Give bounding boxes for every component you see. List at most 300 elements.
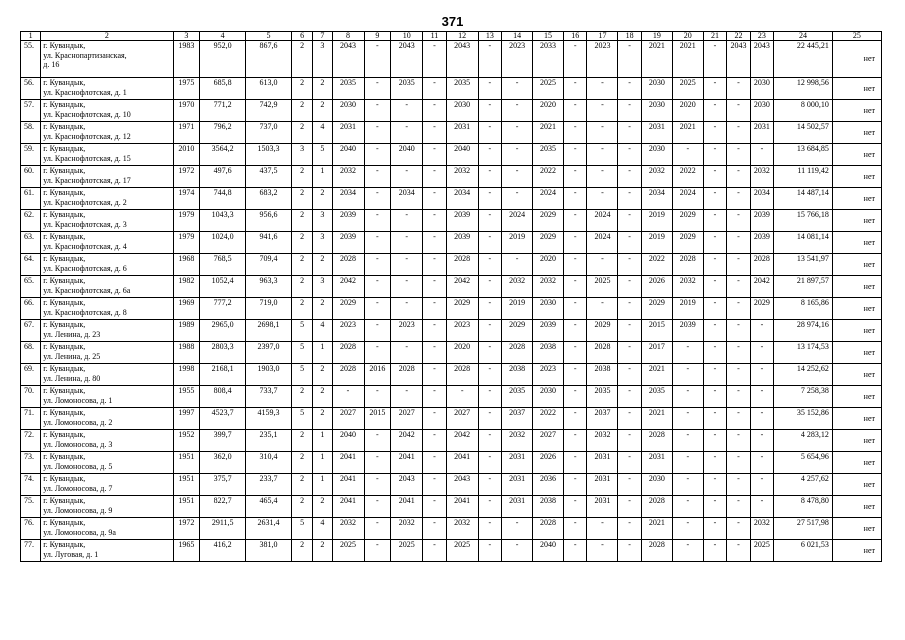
cell-col-5: 956,6 bbox=[246, 210, 292, 232]
cell-col-19: 2021 bbox=[641, 41, 672, 78]
address-cell bbox=[41, 122, 173, 144]
row-number: 65. bbox=[21, 276, 41, 298]
cell-col-24: 4 257,62 bbox=[774, 474, 833, 496]
cell-col-7: 2 bbox=[313, 386, 332, 408]
column-header: 7 bbox=[313, 32, 332, 41]
column-header: 23 bbox=[750, 32, 773, 41]
cell-col-11: - bbox=[423, 518, 446, 540]
table-row bbox=[21, 518, 882, 540]
cell-col-10: 2035 bbox=[391, 78, 423, 100]
address-line: ул. Краснофлотская, д. 15 bbox=[43, 153, 131, 163]
cell-col-17: 2035 bbox=[587, 386, 618, 408]
cell-col-16: - bbox=[564, 540, 587, 562]
cell-col-7: 5 bbox=[313, 144, 332, 166]
cell-col-16: - bbox=[564, 474, 587, 496]
cell-col-8: 2028 bbox=[332, 364, 364, 386]
cell-col-9: - bbox=[364, 342, 391, 364]
address-line: ул. Ломоносова, д. 9а bbox=[43, 527, 116, 537]
table-row bbox=[21, 364, 882, 386]
cell-col-15: 2030 bbox=[533, 386, 564, 408]
cell-col-13: - bbox=[478, 364, 501, 386]
cell-col-15: 2029 bbox=[533, 210, 564, 232]
cell-col-14: - bbox=[502, 78, 533, 100]
row-number: 76. bbox=[21, 518, 41, 540]
cell-col-22: - bbox=[727, 188, 750, 210]
cell-col-21: - bbox=[703, 276, 726, 298]
cell-col-24: 21 897,57 bbox=[774, 276, 833, 298]
cell-col-25: нет bbox=[832, 232, 881, 254]
cell-col-18: - bbox=[618, 78, 641, 100]
cell-col-20: - bbox=[672, 430, 703, 452]
address-line: ул. Ломоносова, д. 9 bbox=[43, 505, 113, 515]
cell-col-22: - bbox=[727, 78, 750, 100]
cell-col-8: 2040 bbox=[332, 144, 364, 166]
cell-col-18: - bbox=[618, 41, 641, 78]
cell-col-3: 1955 bbox=[173, 386, 200, 408]
cell-col-21: - bbox=[703, 166, 726, 188]
cell-col-16: - bbox=[564, 41, 587, 78]
cell-col-25: нет bbox=[832, 41, 881, 78]
cell-col-7: 4 bbox=[313, 320, 332, 342]
cell-col-19: 2031 bbox=[641, 122, 672, 144]
cell-col-25: нет bbox=[832, 188, 881, 210]
cell-col-21: - bbox=[703, 320, 726, 342]
cell-col-23: 2039 bbox=[750, 210, 773, 232]
cell-col-18: - bbox=[618, 166, 641, 188]
cell-col-18: - bbox=[618, 144, 641, 166]
cell-col-13: - bbox=[478, 78, 501, 100]
cell-col-10: 2034 bbox=[391, 188, 423, 210]
cell-col-5: 1503,3 bbox=[246, 144, 292, 166]
cell-col-5: 737,0 bbox=[246, 122, 292, 144]
cell-col-22: - bbox=[727, 122, 750, 144]
address-cell bbox=[41, 452, 173, 474]
address-line: г. Кувандык, bbox=[43, 78, 86, 87]
cell-col-25: нет bbox=[832, 320, 881, 342]
cell-col-7: 2 bbox=[313, 298, 332, 320]
cell-col-16: - bbox=[564, 408, 587, 430]
address-cell bbox=[41, 408, 173, 430]
cell-col-11: - bbox=[423, 408, 446, 430]
cell-col-25: нет bbox=[832, 342, 881, 364]
cell-col-21: - bbox=[703, 342, 726, 364]
column-header: 9 bbox=[364, 32, 391, 41]
address-line: г. Кувандык, bbox=[43, 452, 86, 461]
cell-col-15: 2033 bbox=[533, 41, 564, 78]
cell-col-6: 3 bbox=[291, 144, 312, 166]
cell-col-5: 613,0 bbox=[246, 78, 292, 100]
row-number: 77. bbox=[21, 540, 41, 562]
cell-col-11: - bbox=[423, 166, 446, 188]
cell-col-18: - bbox=[618, 188, 641, 210]
cell-col-22: - bbox=[727, 144, 750, 166]
cell-col-7: 1 bbox=[313, 430, 332, 452]
address-cell bbox=[41, 188, 173, 210]
cell-col-14: 2019 bbox=[502, 232, 533, 254]
cell-col-14: 2029 bbox=[502, 320, 533, 342]
cell-col-12: 2027 bbox=[446, 408, 478, 430]
cell-col-5: 235,1 bbox=[246, 430, 292, 452]
cell-col-11: - bbox=[423, 386, 446, 408]
cell-col-22: - bbox=[727, 166, 750, 188]
cell-col-17: 2031 bbox=[587, 474, 618, 496]
cell-col-9: - bbox=[364, 210, 391, 232]
row-number: 71. bbox=[21, 408, 41, 430]
cell-col-25: нет bbox=[832, 408, 881, 430]
cell-col-12: 2023 bbox=[446, 320, 478, 342]
cell-col-14: - bbox=[502, 144, 533, 166]
column-header: 24 bbox=[774, 32, 833, 41]
address-line: д. 16 bbox=[43, 60, 60, 69]
cell-col-4: 2168,1 bbox=[200, 364, 246, 386]
cell-col-6: 2 bbox=[291, 100, 312, 122]
column-header: 5 bbox=[246, 32, 292, 41]
cell-col-22: 2043 bbox=[727, 41, 750, 78]
cell-col-21: - bbox=[703, 518, 726, 540]
column-header: 17 bbox=[587, 32, 618, 41]
column-header: 2 bbox=[41, 32, 173, 41]
cell-col-3: 1970 bbox=[173, 100, 200, 122]
table-row bbox=[21, 298, 882, 320]
cell-col-8: 2032 bbox=[332, 166, 364, 188]
cell-col-12: 2035 bbox=[446, 78, 478, 100]
cell-col-20: 2039 bbox=[672, 320, 703, 342]
cell-col-16: - bbox=[564, 320, 587, 342]
cell-col-7: 2 bbox=[313, 188, 332, 210]
row-number: 64. bbox=[21, 254, 41, 276]
cell-col-7: 3 bbox=[313, 276, 332, 298]
cell-col-3: 1951 bbox=[173, 474, 200, 496]
cell-col-17: - bbox=[587, 144, 618, 166]
cell-col-9: - bbox=[364, 430, 391, 452]
cell-col-6: 5 bbox=[291, 320, 312, 342]
cell-col-17: 2029 bbox=[587, 320, 618, 342]
table-row bbox=[21, 166, 882, 188]
cell-col-14: 2019 bbox=[502, 298, 533, 320]
cell-col-17: - bbox=[587, 540, 618, 562]
cell-col-15: 2021 bbox=[533, 122, 564, 144]
cell-col-3: 1965 bbox=[173, 540, 200, 562]
cell-col-13: - bbox=[478, 232, 501, 254]
cell-col-16: - bbox=[564, 364, 587, 386]
cell-col-23: - bbox=[750, 496, 773, 518]
cell-col-16: - bbox=[564, 430, 587, 452]
table-row bbox=[21, 144, 882, 166]
column-header: 3 bbox=[173, 32, 200, 41]
cell-col-24: 11 119,42 bbox=[774, 166, 833, 188]
cell-col-9: - bbox=[364, 100, 391, 122]
cell-col-10: - bbox=[391, 298, 423, 320]
table-row bbox=[21, 430, 882, 452]
address-line: ул. Краснофлотская, д. 6а bbox=[43, 285, 131, 295]
cell-col-25: нет bbox=[832, 386, 881, 408]
cell-col-19: 2029 bbox=[641, 298, 672, 320]
cell-col-11: - bbox=[423, 342, 446, 364]
cell-col-19: 2028 bbox=[641, 430, 672, 452]
cell-col-18: - bbox=[618, 210, 641, 232]
cell-col-11: - bbox=[423, 254, 446, 276]
cell-col-13: - bbox=[478, 144, 501, 166]
cell-col-22: - bbox=[727, 232, 750, 254]
cell-col-18: - bbox=[618, 100, 641, 122]
cell-col-15: 2038 bbox=[533, 496, 564, 518]
cell-col-5: 742,9 bbox=[246, 100, 292, 122]
cell-col-8: 2041 bbox=[332, 474, 364, 496]
cell-col-24: 27 517,98 bbox=[774, 518, 833, 540]
cell-col-18: - bbox=[618, 452, 641, 474]
cell-col-25: нет bbox=[832, 100, 881, 122]
cell-col-10: - bbox=[391, 210, 423, 232]
cell-col-10: 2028 bbox=[391, 364, 423, 386]
cell-col-9: - bbox=[364, 320, 391, 342]
cell-col-11: - bbox=[423, 210, 446, 232]
cell-col-17: 2032 bbox=[587, 430, 618, 452]
cell-col-19: 2032 bbox=[641, 166, 672, 188]
address-line: г. Кувандык, bbox=[43, 430, 86, 439]
cell-col-15: 2024 bbox=[533, 188, 564, 210]
row-number: 70. bbox=[21, 386, 41, 408]
address-cell bbox=[41, 298, 173, 320]
cell-col-11: - bbox=[423, 232, 446, 254]
cell-col-16: - bbox=[564, 188, 587, 210]
cell-col-4: 2965,0 bbox=[200, 320, 246, 342]
cell-col-3: 1968 bbox=[173, 254, 200, 276]
cell-col-16: - bbox=[564, 210, 587, 232]
address-line: г. Кувандык, bbox=[43, 320, 86, 329]
address-line: ул. Краснопартизанская, bbox=[43, 50, 127, 60]
cell-col-20: 2028 bbox=[672, 254, 703, 276]
cell-col-12: 2041 bbox=[446, 452, 478, 474]
row-number: 59. bbox=[21, 144, 41, 166]
cell-col-4: 3564,2 bbox=[200, 144, 246, 166]
cell-col-12: 2032 bbox=[446, 518, 478, 540]
cell-col-12: 2025 bbox=[446, 540, 478, 562]
row-number: 56. bbox=[21, 78, 41, 100]
cell-col-7: 3 bbox=[313, 210, 332, 232]
address-line: ул. Краснофлотская, д. 3 bbox=[43, 219, 127, 229]
cell-col-21: - bbox=[703, 78, 726, 100]
cell-col-6: 2 bbox=[291, 298, 312, 320]
cell-col-6: 2 bbox=[291, 254, 312, 276]
cell-col-4: 399,7 bbox=[200, 430, 246, 452]
cell-col-24: 12 998,56 bbox=[774, 78, 833, 100]
cell-col-16: - bbox=[564, 496, 587, 518]
table-row bbox=[21, 386, 882, 408]
cell-col-8: 2041 bbox=[332, 452, 364, 474]
cell-col-11: - bbox=[423, 188, 446, 210]
row-number: 66. bbox=[21, 298, 41, 320]
cell-col-20: 2020 bbox=[672, 100, 703, 122]
cell-col-5: 2397,0 bbox=[246, 342, 292, 364]
cell-col-4: 822,7 bbox=[200, 496, 246, 518]
cell-col-22: - bbox=[727, 342, 750, 364]
cell-col-14: 2023 bbox=[502, 41, 533, 78]
address-cell bbox=[41, 430, 173, 452]
column-header: 20 bbox=[672, 32, 703, 41]
cell-col-6: 2 bbox=[291, 496, 312, 518]
cell-col-15: 2025 bbox=[533, 78, 564, 100]
cell-col-10: 2023 bbox=[391, 320, 423, 342]
cell-col-9: - bbox=[364, 122, 391, 144]
column-header: 13 bbox=[478, 32, 501, 41]
cell-col-13: - bbox=[478, 452, 501, 474]
row-number: 55. bbox=[21, 41, 41, 78]
cell-col-25: нет bbox=[832, 298, 881, 320]
cell-col-24: 14 081,14 bbox=[774, 232, 833, 254]
cell-col-14: 2028 bbox=[502, 342, 533, 364]
table-row bbox=[21, 320, 882, 342]
cell-col-9: - bbox=[364, 166, 391, 188]
cell-col-15: 2029 bbox=[533, 232, 564, 254]
cell-col-8: 2027 bbox=[332, 408, 364, 430]
column-header: 22 bbox=[727, 32, 750, 41]
cell-col-13: - bbox=[478, 188, 501, 210]
cell-col-7: 1 bbox=[313, 342, 332, 364]
cell-col-10: - bbox=[391, 342, 423, 364]
cell-col-16: - bbox=[564, 386, 587, 408]
cell-col-13: - bbox=[478, 166, 501, 188]
cell-col-9: - bbox=[364, 474, 391, 496]
address-line: ул. Ленина, д. 23 bbox=[43, 329, 101, 339]
cell-col-23: 2032 bbox=[750, 518, 773, 540]
cell-col-20: 2024 bbox=[672, 188, 703, 210]
cell-col-23: - bbox=[750, 452, 773, 474]
cell-col-20: - bbox=[672, 452, 703, 474]
cell-col-3: 1974 bbox=[173, 188, 200, 210]
row-number: 58. bbox=[21, 122, 41, 144]
address-cell bbox=[41, 254, 173, 276]
cell-col-13: - bbox=[478, 298, 501, 320]
cell-col-12: 2032 bbox=[446, 166, 478, 188]
cell-col-5: 683,2 bbox=[246, 188, 292, 210]
address-line: ул. Ломоносова, д. 1 bbox=[43, 395, 113, 405]
cell-col-10: - bbox=[391, 122, 423, 144]
cell-col-10: 2042 bbox=[391, 430, 423, 452]
cell-col-23: - bbox=[750, 320, 773, 342]
cell-col-25: нет bbox=[832, 254, 881, 276]
column-header: 8 bbox=[332, 32, 364, 41]
cell-col-18: - bbox=[618, 320, 641, 342]
address-line: ул. Краснофлотская, д. 1 bbox=[43, 87, 127, 97]
column-header: 12 bbox=[446, 32, 478, 41]
address-cell bbox=[41, 276, 173, 298]
address-line: г. Кувандык, bbox=[43, 188, 86, 197]
cell-col-15: 2035 bbox=[533, 144, 564, 166]
address-line: ул. Краснофлотская, д. 4 bbox=[43, 241, 127, 251]
cell-col-10: 2041 bbox=[391, 452, 423, 474]
table-row bbox=[21, 78, 882, 100]
cell-col-21: - bbox=[703, 540, 726, 562]
cell-col-13: - bbox=[478, 474, 501, 496]
cell-col-12: 2020 bbox=[446, 342, 478, 364]
cell-col-3: 1951 bbox=[173, 452, 200, 474]
address-cell bbox=[41, 496, 173, 518]
cell-col-21: - bbox=[703, 254, 726, 276]
cell-col-22: - bbox=[727, 408, 750, 430]
cell-col-12: 2043 bbox=[446, 474, 478, 496]
cell-col-21: - bbox=[703, 100, 726, 122]
cell-col-20: 2025 bbox=[672, 78, 703, 100]
cell-col-8: 2043 bbox=[332, 41, 364, 78]
cell-col-10: 2041 bbox=[391, 496, 423, 518]
cell-col-18: - bbox=[618, 298, 641, 320]
cell-col-11: - bbox=[423, 540, 446, 562]
cell-col-9: - bbox=[364, 386, 391, 408]
cell-col-18: - bbox=[618, 386, 641, 408]
cell-col-8: 2042 bbox=[332, 276, 364, 298]
cell-col-14: - bbox=[502, 540, 533, 562]
cell-col-17: 2025 bbox=[587, 276, 618, 298]
cell-col-21: - bbox=[703, 232, 726, 254]
cell-col-6: 5 bbox=[291, 518, 312, 540]
column-number-row bbox=[21, 32, 882, 41]
cell-col-22: - bbox=[727, 474, 750, 496]
cell-col-20: - bbox=[672, 144, 703, 166]
cell-col-21: - bbox=[703, 386, 726, 408]
cell-col-4: 2803,3 bbox=[200, 342, 246, 364]
cell-col-20: 2029 bbox=[672, 210, 703, 232]
cell-col-24: 6 021,53 bbox=[774, 540, 833, 562]
cell-col-14: - bbox=[502, 100, 533, 122]
cell-col-18: - bbox=[618, 254, 641, 276]
cell-col-5: 381,0 bbox=[246, 540, 292, 562]
cell-col-17: 2024 bbox=[587, 210, 618, 232]
cell-col-10: 2032 bbox=[391, 518, 423, 540]
address-line: ул. Ломоносова, д. 5 bbox=[43, 461, 113, 471]
cell-col-23: - bbox=[750, 430, 773, 452]
cell-col-12: 2042 bbox=[446, 276, 478, 298]
cell-col-17: - bbox=[587, 100, 618, 122]
cell-col-20: - bbox=[672, 342, 703, 364]
cell-col-9: - bbox=[364, 496, 391, 518]
cell-col-18: - bbox=[618, 540, 641, 562]
cell-col-18: - bbox=[618, 474, 641, 496]
cell-col-20: - bbox=[672, 496, 703, 518]
cell-col-5: 709,4 bbox=[246, 254, 292, 276]
cell-col-8: 2034 bbox=[332, 188, 364, 210]
cell-col-19: 2015 bbox=[641, 320, 672, 342]
cell-col-16: - bbox=[564, 518, 587, 540]
cell-col-11: - bbox=[423, 496, 446, 518]
cell-col-11: - bbox=[423, 474, 446, 496]
column-header: 6 bbox=[291, 32, 312, 41]
cell-col-25: нет bbox=[832, 496, 881, 518]
cell-col-6: 2 bbox=[291, 430, 312, 452]
cell-col-6: 2 bbox=[291, 474, 312, 496]
address-cell bbox=[41, 342, 173, 364]
cell-col-25: нет bbox=[832, 430, 881, 452]
cell-col-10: - bbox=[391, 386, 423, 408]
cell-col-12: 2028 bbox=[446, 364, 478, 386]
cell-col-11: - bbox=[423, 430, 446, 452]
cell-col-5: 233,7 bbox=[246, 474, 292, 496]
cell-col-5: 867,6 bbox=[246, 41, 292, 78]
cell-col-15: 2030 bbox=[533, 298, 564, 320]
cell-col-4: 796,2 bbox=[200, 122, 246, 144]
cell-col-21: - bbox=[703, 364, 726, 386]
cell-col-24: 35 152,86 bbox=[774, 408, 833, 430]
cell-col-18: - bbox=[618, 342, 641, 364]
cell-col-16: - bbox=[564, 452, 587, 474]
cell-col-23: 2030 bbox=[750, 78, 773, 100]
table-row bbox=[21, 408, 882, 430]
cell-col-19: 2030 bbox=[641, 474, 672, 496]
address-line: г. Кувандык, bbox=[43, 298, 86, 307]
cell-col-16: - bbox=[564, 276, 587, 298]
cell-col-23: 2034 bbox=[750, 188, 773, 210]
page-number: 371 bbox=[441, 14, 464, 29]
cell-col-24: 8 165,86 bbox=[774, 298, 833, 320]
